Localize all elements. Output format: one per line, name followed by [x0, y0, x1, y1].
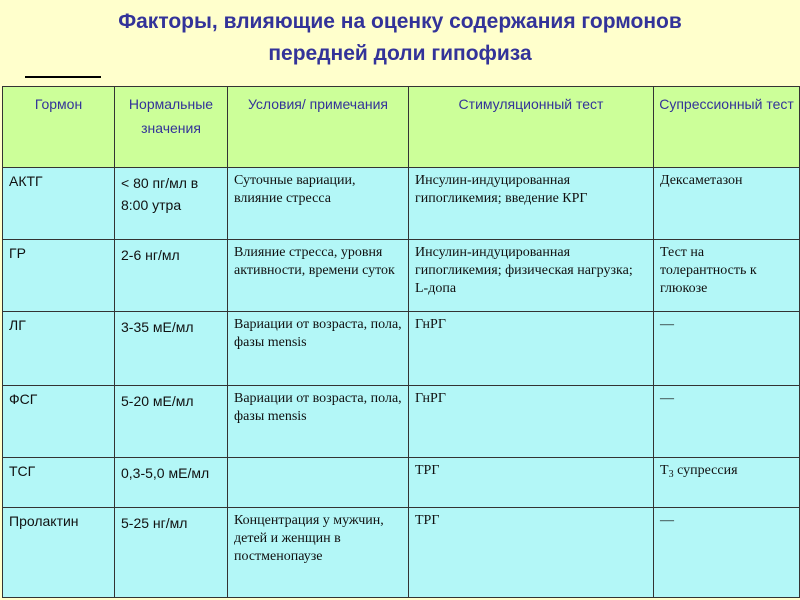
cell-hormone: Пролактин: [3, 508, 115, 598]
cell-conditions: Суточные вариации, влияние стресса: [228, 168, 409, 240]
suppression-prefix: Т: [660, 463, 669, 478]
cell-conditions: Концентрация у мужчин, детей и женщин в постменопаузе: [228, 508, 409, 598]
suppression-subscript: 3: [668, 469, 674, 480]
cell-suppression: [654, 458, 800, 508]
cell-suppression: Дексаметазон: [654, 168, 800, 240]
cell-hormone: АКТГ: [3, 168, 115, 240]
cell-normal: 5-20 мЕ/мл: [115, 386, 228, 458]
table-row: [3, 168, 800, 240]
table-row: [3, 458, 800, 508]
title-line-2: передней доли гипофиза: [268, 42, 532, 65]
cell-normal: 5-25 нг/мл: [115, 508, 228, 598]
table-row: [3, 240, 800, 312]
header-conditions: Условия/ примечания: [228, 87, 409, 168]
table-row: [3, 312, 800, 386]
header-stimulation-test: Стимуляционный тест: [409, 87, 654, 168]
page-title: [0, 6, 800, 70]
cell-stimulation: ТРГ: [409, 458, 654, 508]
cell-conditions: Влияние стресса, уровня активности, времени суток: [228, 240, 409, 312]
cell-stimulation: ГнРГ: [409, 386, 654, 458]
title-line-1: Факторы, влияющие на оценку содержания гормонов: [118, 10, 682, 33]
cell-stimulation: ГнРГ: [409, 312, 654, 386]
cell-conditions: Вариации от возраста, пола, фазы mensis: [228, 312, 409, 386]
cell-stimulation: Инсулин-индуцированная гипогликемия; физическая нагрузка; L-допа: [409, 240, 654, 312]
cell-conditions: [228, 458, 409, 508]
cell-hormone: ТСГ: [3, 458, 115, 508]
cell-normal: 2-6 нг/мл: [115, 240, 228, 312]
cell-normal: < 80 пг/мл в 8:00 утра: [115, 168, 228, 240]
header-suppression-test: Супрессионный тест: [654, 87, 800, 168]
suppression-suffix: супрессия: [673, 463, 738, 478]
cell-hormone: ГР: [3, 240, 115, 312]
cell-normal: 0,3-5,0 мЕ/мл: [115, 458, 228, 508]
cell-hormone: ФСГ: [3, 386, 115, 458]
table-row: [3, 508, 800, 598]
header-normal-values: Нормальные значения: [115, 87, 228, 168]
hormone-table: [2, 86, 800, 598]
cell-conditions: Вариации от возраста, пола, фазы mensis: [228, 386, 409, 458]
cell-stimulation: ТРГ: [409, 508, 654, 598]
cell-suppression: —: [654, 386, 800, 458]
table-row: [3, 386, 800, 458]
header-hormone: Гормон: [3, 87, 115, 168]
cell-suppression: —: [654, 508, 800, 598]
header-row: [3, 87, 800, 168]
cell-normal: 3-35 мЕ/мл: [115, 312, 228, 386]
cell-suppression: —: [654, 312, 800, 386]
divider: [25, 76, 101, 78]
cell-suppression: Тест на толерантность к глюкозе: [654, 240, 800, 312]
cell-stimulation: Инсулин-индуцированная гипогликемия; введение КРГ: [409, 168, 654, 240]
cell-hormone: ЛГ: [3, 312, 115, 386]
